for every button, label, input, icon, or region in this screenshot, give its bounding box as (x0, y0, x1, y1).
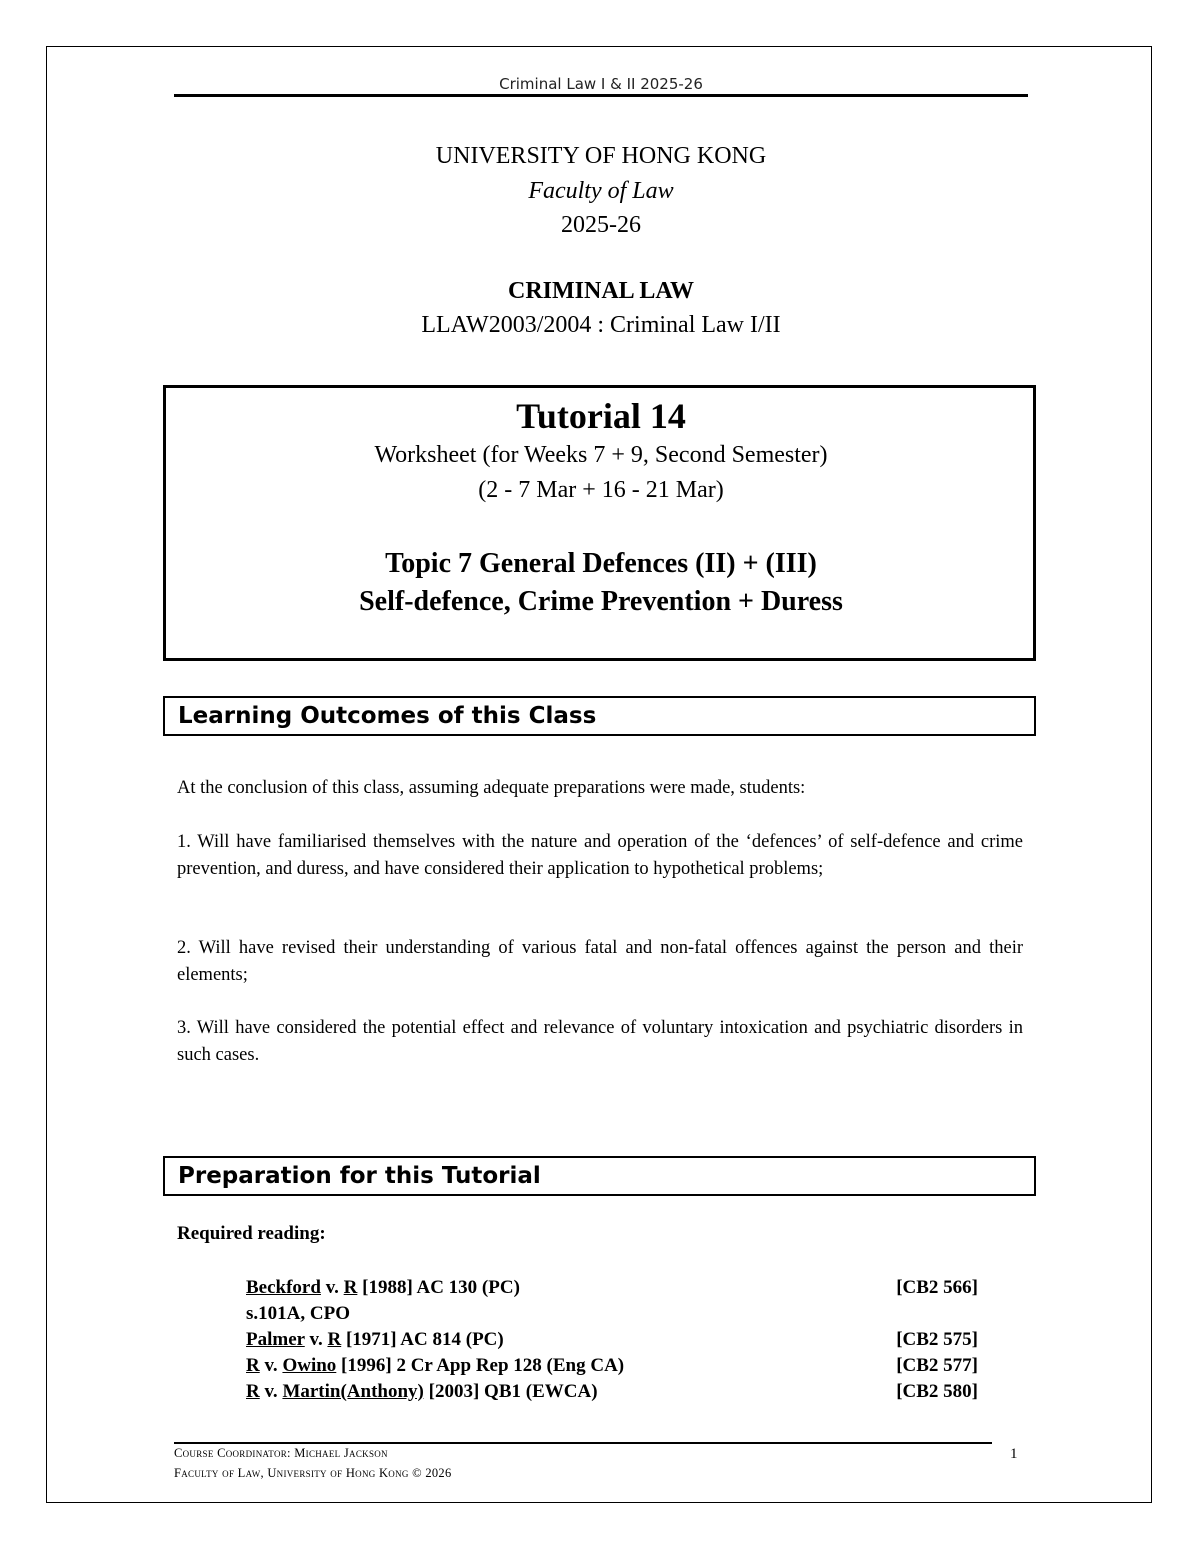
reading-citation (246, 1329, 504, 1351)
case-versus: v. (320, 1277, 344, 1298)
footer-rule (174, 1442, 992, 1444)
case-citation: [1988] AC 130 (PC) (357, 1277, 520, 1298)
case-citation: [1996] 2 Cr App Rep 128 (Eng CA) (336, 1355, 625, 1376)
case-party: R (327, 1329, 342, 1350)
reading-citation (246, 1381, 598, 1403)
tutorial-title: Tutorial 14 (516, 396, 686, 436)
case-party: R (246, 1381, 260, 1402)
header-rule (174, 94, 1028, 97)
reading-item (246, 1355, 978, 1381)
case-citation: [2003] QB1 (EWCA) (423, 1381, 598, 1402)
case-party: Palmer (246, 1329, 305, 1350)
academic-year: 2025-26 (561, 212, 641, 238)
casebook-ref: [CB2 580] (896, 1381, 978, 1402)
outcome-item-3: 3. Will have considered the potential effect and relevance of voluntary intoxication and psychiatric disorders in such cases. (177, 1018, 1023, 1065)
outcome-item-1: 1. Will have familiarised themselves with the nature and operation of the ‘defences’ of self-defence and crime prevention, and duress, and have considered their application to hypothetical problems; (177, 832, 1023, 879)
outcome-item-2: 2. Will have revised their understanding of various fatal and non-fatal offences against the person and their elements; (177, 938, 1023, 985)
reading-item (246, 1381, 978, 1407)
case-versus: v. (259, 1381, 283, 1402)
case-citation: [1971] AC 814 (PC) (341, 1329, 504, 1350)
topic-line-2: Self-defence, Crime Prevention + Duress (359, 586, 843, 617)
reading-item (246, 1329, 978, 1355)
learning-outcomes-heading: Learning Outcomes of this Class (163, 696, 1036, 736)
course-title: CRIMINAL LAW (507, 278, 695, 304)
casebook-ref: [CB2 577] (896, 1355, 978, 1376)
footer-copyright: Faculty of Law, University of Hong Kong © 2026 (174, 1466, 452, 1480)
casebook-ref: [CB2 575] (896, 1329, 978, 1350)
case-party: R (343, 1277, 358, 1298)
page-number: 1 (1010, 1446, 1018, 1462)
reading-citation (246, 1277, 520, 1299)
topic-line-1: Topic 7 General Defences (II) + (III) (385, 548, 817, 579)
case-party: Beckford (246, 1277, 321, 1298)
footer-coordinator: Course Coordinator: Michael Jackson (174, 1446, 388, 1460)
case-versus: v. (259, 1355, 283, 1376)
reading-item (246, 1277, 978, 1303)
dates-line: (2 - 7 Mar + 16 - 21 Mar) (478, 477, 724, 503)
worksheet-line: Worksheet (for Weeks 7 + 9, Second Semester) (374, 442, 828, 468)
reading-citation (246, 1355, 624, 1377)
reading-item (246, 1303, 978, 1329)
outcomes-intro: At the conclusion of this class, assuming adequate preparations were made, students: (177, 778, 806, 798)
required-reading-label: Required reading: (177, 1223, 326, 1244)
casebook-ref: [CB2 566] (896, 1277, 978, 1298)
university-name: UNIVERSITY OF HONG KONG (435, 143, 767, 169)
running-header: Criminal Law I & II 2025-26 (499, 75, 703, 93)
case-versus: v. (304, 1329, 328, 1350)
course-code: LLAW2003/2004 : Criminal Law I/II (421, 312, 781, 338)
reading-citation: s.101A, CPO (246, 1303, 350, 1324)
preparation-heading: Preparation for this Tutorial (163, 1156, 1036, 1196)
case-party: R (246, 1355, 260, 1376)
case-party: Martin(Anthony) (282, 1381, 424, 1402)
faculty-name: Faculty of Law (528, 178, 674, 204)
case-party: Owino (282, 1355, 337, 1376)
